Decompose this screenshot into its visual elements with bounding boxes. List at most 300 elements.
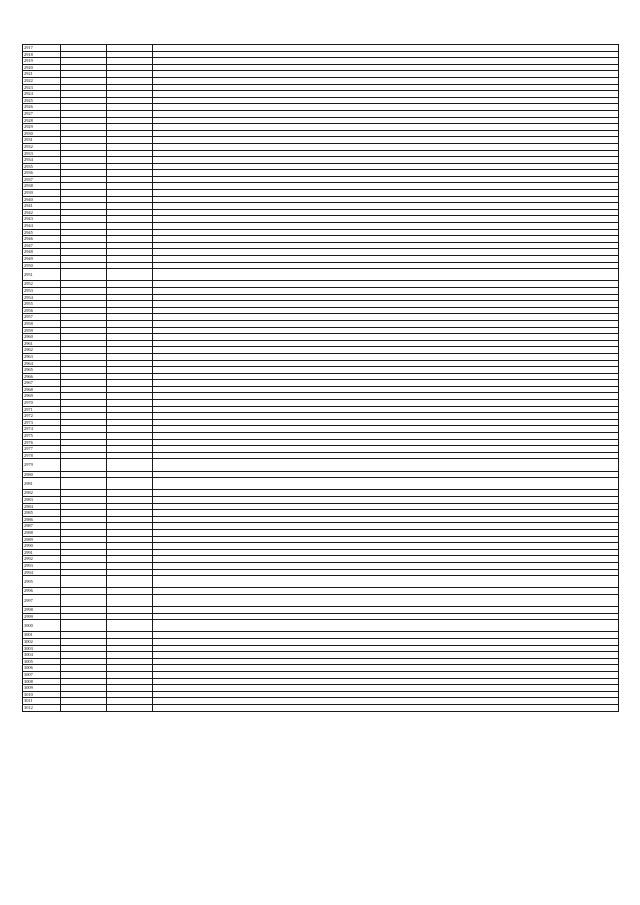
- cadastral-number-cell: [61, 242, 107, 249]
- address-cell: [153, 549, 619, 556]
- address-cell: [153, 406, 619, 413]
- address-cell: [153, 613, 619, 620]
- cadastral-number-cell: [61, 353, 107, 360]
- table-row: [23, 373, 619, 380]
- row-number-cell: 2932: [23, 143, 61, 150]
- address-cell: [153, 419, 619, 426]
- cadastral-number-cell: [61, 183, 107, 190]
- row-number-cell: 2948: [23, 249, 61, 256]
- reference-number-cell: [107, 183, 153, 190]
- cadastral-number-cell: [61, 594, 107, 606]
- table-row: [23, 678, 619, 685]
- cadastral-number-cell: [61, 691, 107, 698]
- cadastral-number-cell: [61, 556, 107, 563]
- address-cell: [153, 347, 619, 354]
- row-number-cell: 2920: [23, 64, 61, 71]
- address-cell: [153, 130, 619, 137]
- address-cell: [153, 183, 619, 190]
- table-row: [23, 367, 619, 374]
- table-row: [23, 71, 619, 78]
- cadastral-number-cell: [61, 433, 107, 440]
- reference-number-cell: [107, 117, 153, 124]
- table-row: [23, 157, 619, 164]
- table-row: [23, 130, 619, 137]
- reference-number-cell: [107, 543, 153, 550]
- row-number-cell: 2986: [23, 516, 61, 523]
- address-cell: [153, 242, 619, 249]
- cadastral-number-cell: [61, 320, 107, 327]
- cadastral-number-cell: [61, 613, 107, 620]
- address-cell: [153, 281, 619, 288]
- address-cell: [153, 163, 619, 170]
- reference-number-cell: [107, 380, 153, 387]
- cadastral-number-cell: [61, 478, 107, 490]
- reference-number-cell: [107, 163, 153, 170]
- row-number-cell: 2952: [23, 281, 61, 288]
- cadastral-number-cell: [61, 64, 107, 71]
- cadastral-number-cell: [61, 400, 107, 407]
- cadastral-number-cell: [61, 58, 107, 65]
- row-number-cell: 2940: [23, 196, 61, 203]
- row-number-cell: 2931: [23, 137, 61, 144]
- cadastral-number-cell: [61, 426, 107, 433]
- table-row: [23, 672, 619, 679]
- address-cell: [153, 104, 619, 111]
- row-number-cell: 2962: [23, 347, 61, 354]
- table-row: [23, 658, 619, 665]
- row-number-cell: 2983: [23, 496, 61, 503]
- cadastral-number-cell: [61, 249, 107, 256]
- register-sheet: [22, 44, 618, 712]
- address-cell: [153, 632, 619, 639]
- address-cell: [153, 556, 619, 563]
- cadastral-number-cell: [61, 176, 107, 183]
- cadastral-number-cell: [61, 77, 107, 84]
- table-row: [23, 163, 619, 170]
- cadastral-number-cell: [61, 203, 107, 210]
- cadastral-number-cell: [61, 672, 107, 679]
- table-row: [23, 269, 619, 281]
- reference-number-cell: [107, 242, 153, 249]
- table-row: [23, 327, 619, 334]
- cadastral-number-cell: [61, 163, 107, 170]
- cadastral-number-cell: [61, 281, 107, 288]
- cadastral-number-cell: [61, 620, 107, 632]
- reference-number-cell: [107, 367, 153, 374]
- table-row: [23, 117, 619, 124]
- row-number-cell: 2997: [23, 594, 61, 606]
- reference-number-cell: [107, 698, 153, 705]
- reference-number-cell: [107, 256, 153, 263]
- row-number-cell: 2936: [23, 170, 61, 177]
- address-cell: [153, 77, 619, 84]
- row-number-cell: 2924: [23, 91, 61, 98]
- address-cell: [153, 301, 619, 308]
- reference-number-cell: [107, 157, 153, 164]
- cadastral-number-cell: [61, 236, 107, 243]
- table-row: [23, 652, 619, 659]
- table-row: [23, 556, 619, 563]
- cadastral-number-cell: [61, 569, 107, 576]
- table-row: [23, 294, 619, 301]
- table-row: [23, 256, 619, 263]
- row-number-cell: 2953: [23, 287, 61, 294]
- address-cell: [153, 334, 619, 341]
- reference-number-cell: [107, 459, 153, 471]
- address-cell: [153, 262, 619, 269]
- row-number-cell: 2969: [23, 393, 61, 400]
- address-cell: [153, 562, 619, 569]
- cadastral-number-cell: [61, 490, 107, 497]
- reference-number-cell: [107, 678, 153, 685]
- table-row: [23, 196, 619, 203]
- reference-number-cell: [107, 347, 153, 354]
- table-row: [23, 496, 619, 503]
- table-row: [23, 104, 619, 111]
- reference-number-cell: [107, 594, 153, 606]
- table-row: [23, 281, 619, 288]
- table-row: [23, 380, 619, 387]
- table-row: [23, 413, 619, 420]
- row-number-cell: 2973: [23, 419, 61, 426]
- table-row: [23, 536, 619, 543]
- address-cell: [153, 386, 619, 393]
- reference-number-cell: [107, 386, 153, 393]
- address-cell: [153, 327, 619, 334]
- cadastral-number-cell: [61, 503, 107, 510]
- reference-number-cell: [107, 104, 153, 111]
- address-cell: [153, 452, 619, 459]
- cadastral-number-cell: [61, 190, 107, 197]
- table-row: [23, 353, 619, 360]
- table-row: [23, 386, 619, 393]
- table-row: [23, 419, 619, 426]
- reference-number-cell: [107, 314, 153, 321]
- table-row: [23, 459, 619, 471]
- row-number-cell: 2988: [23, 529, 61, 536]
- address-cell: [153, 203, 619, 210]
- reference-number-cell: [107, 613, 153, 620]
- row-number-cell: 2990: [23, 543, 61, 550]
- table-row: [23, 393, 619, 400]
- table-row: [23, 490, 619, 497]
- cadastral-number-cell: [61, 104, 107, 111]
- row-number-cell: 2994: [23, 569, 61, 576]
- reference-number-cell: [107, 523, 153, 530]
- address-cell: [153, 249, 619, 256]
- address-cell: [153, 150, 619, 157]
- address-cell: [153, 157, 619, 164]
- table-row: [23, 64, 619, 71]
- row-number-cell: 2977: [23, 446, 61, 453]
- address-cell: [153, 223, 619, 230]
- row-number-cell: 2970: [23, 400, 61, 407]
- table-row: [23, 543, 619, 550]
- cadastral-number-cell: [61, 137, 107, 144]
- table-row: [23, 607, 619, 614]
- row-number-cell: 2941: [23, 203, 61, 210]
- address-cell: [153, 516, 619, 523]
- table-row: [23, 97, 619, 104]
- table-row: [23, 562, 619, 569]
- address-cell: [153, 658, 619, 665]
- reference-number-cell: [107, 556, 153, 563]
- cadastral-number-cell: [61, 536, 107, 543]
- cadastral-number-cell: [61, 549, 107, 556]
- reference-number-cell: [107, 269, 153, 281]
- reference-number-cell: [107, 340, 153, 347]
- address-cell: [153, 588, 619, 595]
- address-cell: [153, 569, 619, 576]
- address-cell: [153, 353, 619, 360]
- reference-number-cell: [107, 320, 153, 327]
- cadastral-number-cell: [61, 124, 107, 131]
- cadastral-number-cell: [61, 452, 107, 459]
- row-number-cell: 2975: [23, 433, 61, 440]
- row-number-cell: 3010: [23, 691, 61, 698]
- address-cell: [153, 543, 619, 550]
- cadastral-number-cell: [61, 516, 107, 523]
- address-cell: [153, 137, 619, 144]
- cadastral-number-cell: [61, 393, 107, 400]
- address-cell: [153, 704, 619, 711]
- row-number-cell: 2949: [23, 256, 61, 263]
- cadastral-number-cell: [61, 588, 107, 595]
- reference-number-cell: [107, 229, 153, 236]
- address-cell: [153, 576, 619, 588]
- cadastral-number-cell: [61, 373, 107, 380]
- address-cell: [153, 294, 619, 301]
- reference-number-cell: [107, 77, 153, 84]
- row-number-cell: 2928: [23, 117, 61, 124]
- reference-number-cell: [107, 452, 153, 459]
- address-cell: [153, 229, 619, 236]
- table-row: [23, 170, 619, 177]
- reference-number-cell: [107, 45, 153, 52]
- table-row: [23, 576, 619, 588]
- address-cell: [153, 209, 619, 216]
- reference-number-cell: [107, 294, 153, 301]
- address-cell: [153, 269, 619, 281]
- row-number-cell: 2971: [23, 406, 61, 413]
- reference-number-cell: [107, 529, 153, 536]
- row-number-cell: 3001: [23, 632, 61, 639]
- address-cell: [153, 340, 619, 347]
- address-cell: [153, 360, 619, 367]
- row-number-cell: 2981: [23, 478, 61, 490]
- cadastral-number-cell: [61, 446, 107, 453]
- table-row: [23, 620, 619, 632]
- address-cell: [153, 380, 619, 387]
- cadastral-number-cell: [61, 562, 107, 569]
- address-cell: [153, 91, 619, 98]
- reference-number-cell: [107, 536, 153, 543]
- table-row: [23, 549, 619, 556]
- address-cell: [153, 496, 619, 503]
- row-number-cell: 2957: [23, 314, 61, 321]
- row-number-cell: 2987: [23, 523, 61, 530]
- cadastral-number-cell: [61, 294, 107, 301]
- address-cell: [153, 652, 619, 659]
- reference-number-cell: [107, 658, 153, 665]
- row-number-cell: 2955: [23, 301, 61, 308]
- cadastral-number-cell: [61, 652, 107, 659]
- cadastral-number-cell: [61, 45, 107, 52]
- reference-number-cell: [107, 478, 153, 490]
- cadastral-number-cell: [61, 406, 107, 413]
- address-cell: [153, 446, 619, 453]
- address-cell: [153, 672, 619, 679]
- table-row: [23, 229, 619, 236]
- row-number-cell: 2917: [23, 45, 61, 52]
- table-row: [23, 665, 619, 672]
- reference-number-cell: [107, 704, 153, 711]
- row-number-cell: 2954: [23, 294, 61, 301]
- table-row: [23, 639, 619, 646]
- table-row: [23, 287, 619, 294]
- table-row: [23, 45, 619, 52]
- table-row: [23, 569, 619, 576]
- reference-number-cell: [107, 176, 153, 183]
- address-cell: [153, 691, 619, 698]
- table-row: [23, 594, 619, 606]
- cadastral-number-cell: [61, 496, 107, 503]
- row-number-cell: 2950: [23, 262, 61, 269]
- reference-number-cell: [107, 549, 153, 556]
- row-number-cell: 2980: [23, 471, 61, 478]
- reference-number-cell: [107, 223, 153, 230]
- row-number-cell: 2935: [23, 163, 61, 170]
- address-cell: [153, 620, 619, 632]
- reference-number-cell: [107, 632, 153, 639]
- cadastral-number-cell: [61, 110, 107, 117]
- row-number-cell: 2930: [23, 130, 61, 137]
- table-row: [23, 124, 619, 131]
- table-row: [23, 406, 619, 413]
- row-number-cell: 2942: [23, 209, 61, 216]
- cadastral-number-cell: [61, 143, 107, 150]
- cadastral-number-cell: [61, 360, 107, 367]
- reference-number-cell: [107, 51, 153, 58]
- reference-number-cell: [107, 400, 153, 407]
- row-number-cell: 2967: [23, 380, 61, 387]
- reference-number-cell: [107, 665, 153, 672]
- table-row: [23, 320, 619, 327]
- row-number-cell: 2947: [23, 242, 61, 249]
- cadastral-number-cell: [61, 704, 107, 711]
- reference-number-cell: [107, 334, 153, 341]
- cadastral-number-cell: [61, 307, 107, 314]
- reference-number-cell: [107, 490, 153, 497]
- cadastral-number-cell: [61, 576, 107, 588]
- cadastral-number-cell: [61, 223, 107, 230]
- reference-number-cell: [107, 503, 153, 510]
- table-row: [23, 143, 619, 150]
- table-row: [23, 439, 619, 446]
- cadastral-number-cell: [61, 658, 107, 665]
- cadastral-number-cell: [61, 632, 107, 639]
- cadastral-number-cell: [61, 84, 107, 91]
- reference-number-cell: [107, 645, 153, 652]
- table-row: [23, 685, 619, 692]
- address-cell: [153, 117, 619, 124]
- reference-number-cell: [107, 91, 153, 98]
- address-cell: [153, 529, 619, 536]
- reference-number-cell: [107, 196, 153, 203]
- row-number-cell: 2972: [23, 413, 61, 420]
- table-row: [23, 307, 619, 314]
- reference-number-cell: [107, 360, 153, 367]
- reference-number-cell: [107, 203, 153, 210]
- reference-number-cell: [107, 639, 153, 646]
- table-row: [23, 632, 619, 639]
- table-row: [23, 510, 619, 517]
- row-number-cell: 2925: [23, 97, 61, 104]
- address-cell: [153, 678, 619, 685]
- reference-number-cell: [107, 510, 153, 517]
- reference-number-cell: [107, 353, 153, 360]
- reference-number-cell: [107, 216, 153, 223]
- row-number-cell: 2958: [23, 320, 61, 327]
- reference-number-cell: [107, 110, 153, 117]
- row-number-cell: 2992: [23, 556, 61, 563]
- address-cell: [153, 459, 619, 471]
- table-row: [23, 588, 619, 595]
- row-number-cell: 2966: [23, 373, 61, 380]
- cadastral-number-cell: [61, 216, 107, 223]
- table-row: [23, 209, 619, 216]
- address-cell: [153, 523, 619, 530]
- table-row: [23, 84, 619, 91]
- cadastral-number-cell: [61, 256, 107, 263]
- row-number-cell: 2985: [23, 510, 61, 517]
- cadastral-number-cell: [61, 157, 107, 164]
- reference-number-cell: [107, 607, 153, 614]
- table-row: [23, 523, 619, 530]
- row-number-cell: 3006: [23, 665, 61, 672]
- cadastral-number-cell: [61, 639, 107, 646]
- reference-number-cell: [107, 685, 153, 692]
- row-number-cell: 2982: [23, 490, 61, 497]
- cadastral-number-cell: [61, 413, 107, 420]
- cadastral-number-cell: [61, 665, 107, 672]
- table-row: [23, 426, 619, 433]
- address-cell: [153, 471, 619, 478]
- cadastral-number-cell: [61, 301, 107, 308]
- address-cell: [153, 307, 619, 314]
- row-number-cell: 3012: [23, 704, 61, 711]
- reference-number-cell: [107, 137, 153, 144]
- row-number-cell: 2979: [23, 459, 61, 471]
- address-cell: [153, 400, 619, 407]
- row-number-cell: 2995: [23, 576, 61, 588]
- row-number-cell: 2929: [23, 124, 61, 131]
- reference-number-cell: [107, 327, 153, 334]
- table-row: [23, 529, 619, 536]
- table-row: [23, 301, 619, 308]
- row-number-cell: 2937: [23, 176, 61, 183]
- address-cell: [153, 97, 619, 104]
- row-number-cell: 2943: [23, 216, 61, 223]
- table-row: [23, 223, 619, 230]
- row-number-cell: 2998: [23, 607, 61, 614]
- table-row: [23, 503, 619, 510]
- table-row: [23, 216, 619, 223]
- table-row: [23, 58, 619, 65]
- table-row: [23, 190, 619, 197]
- row-number-cell: 2921: [23, 71, 61, 78]
- cadastral-number-cell: [61, 543, 107, 550]
